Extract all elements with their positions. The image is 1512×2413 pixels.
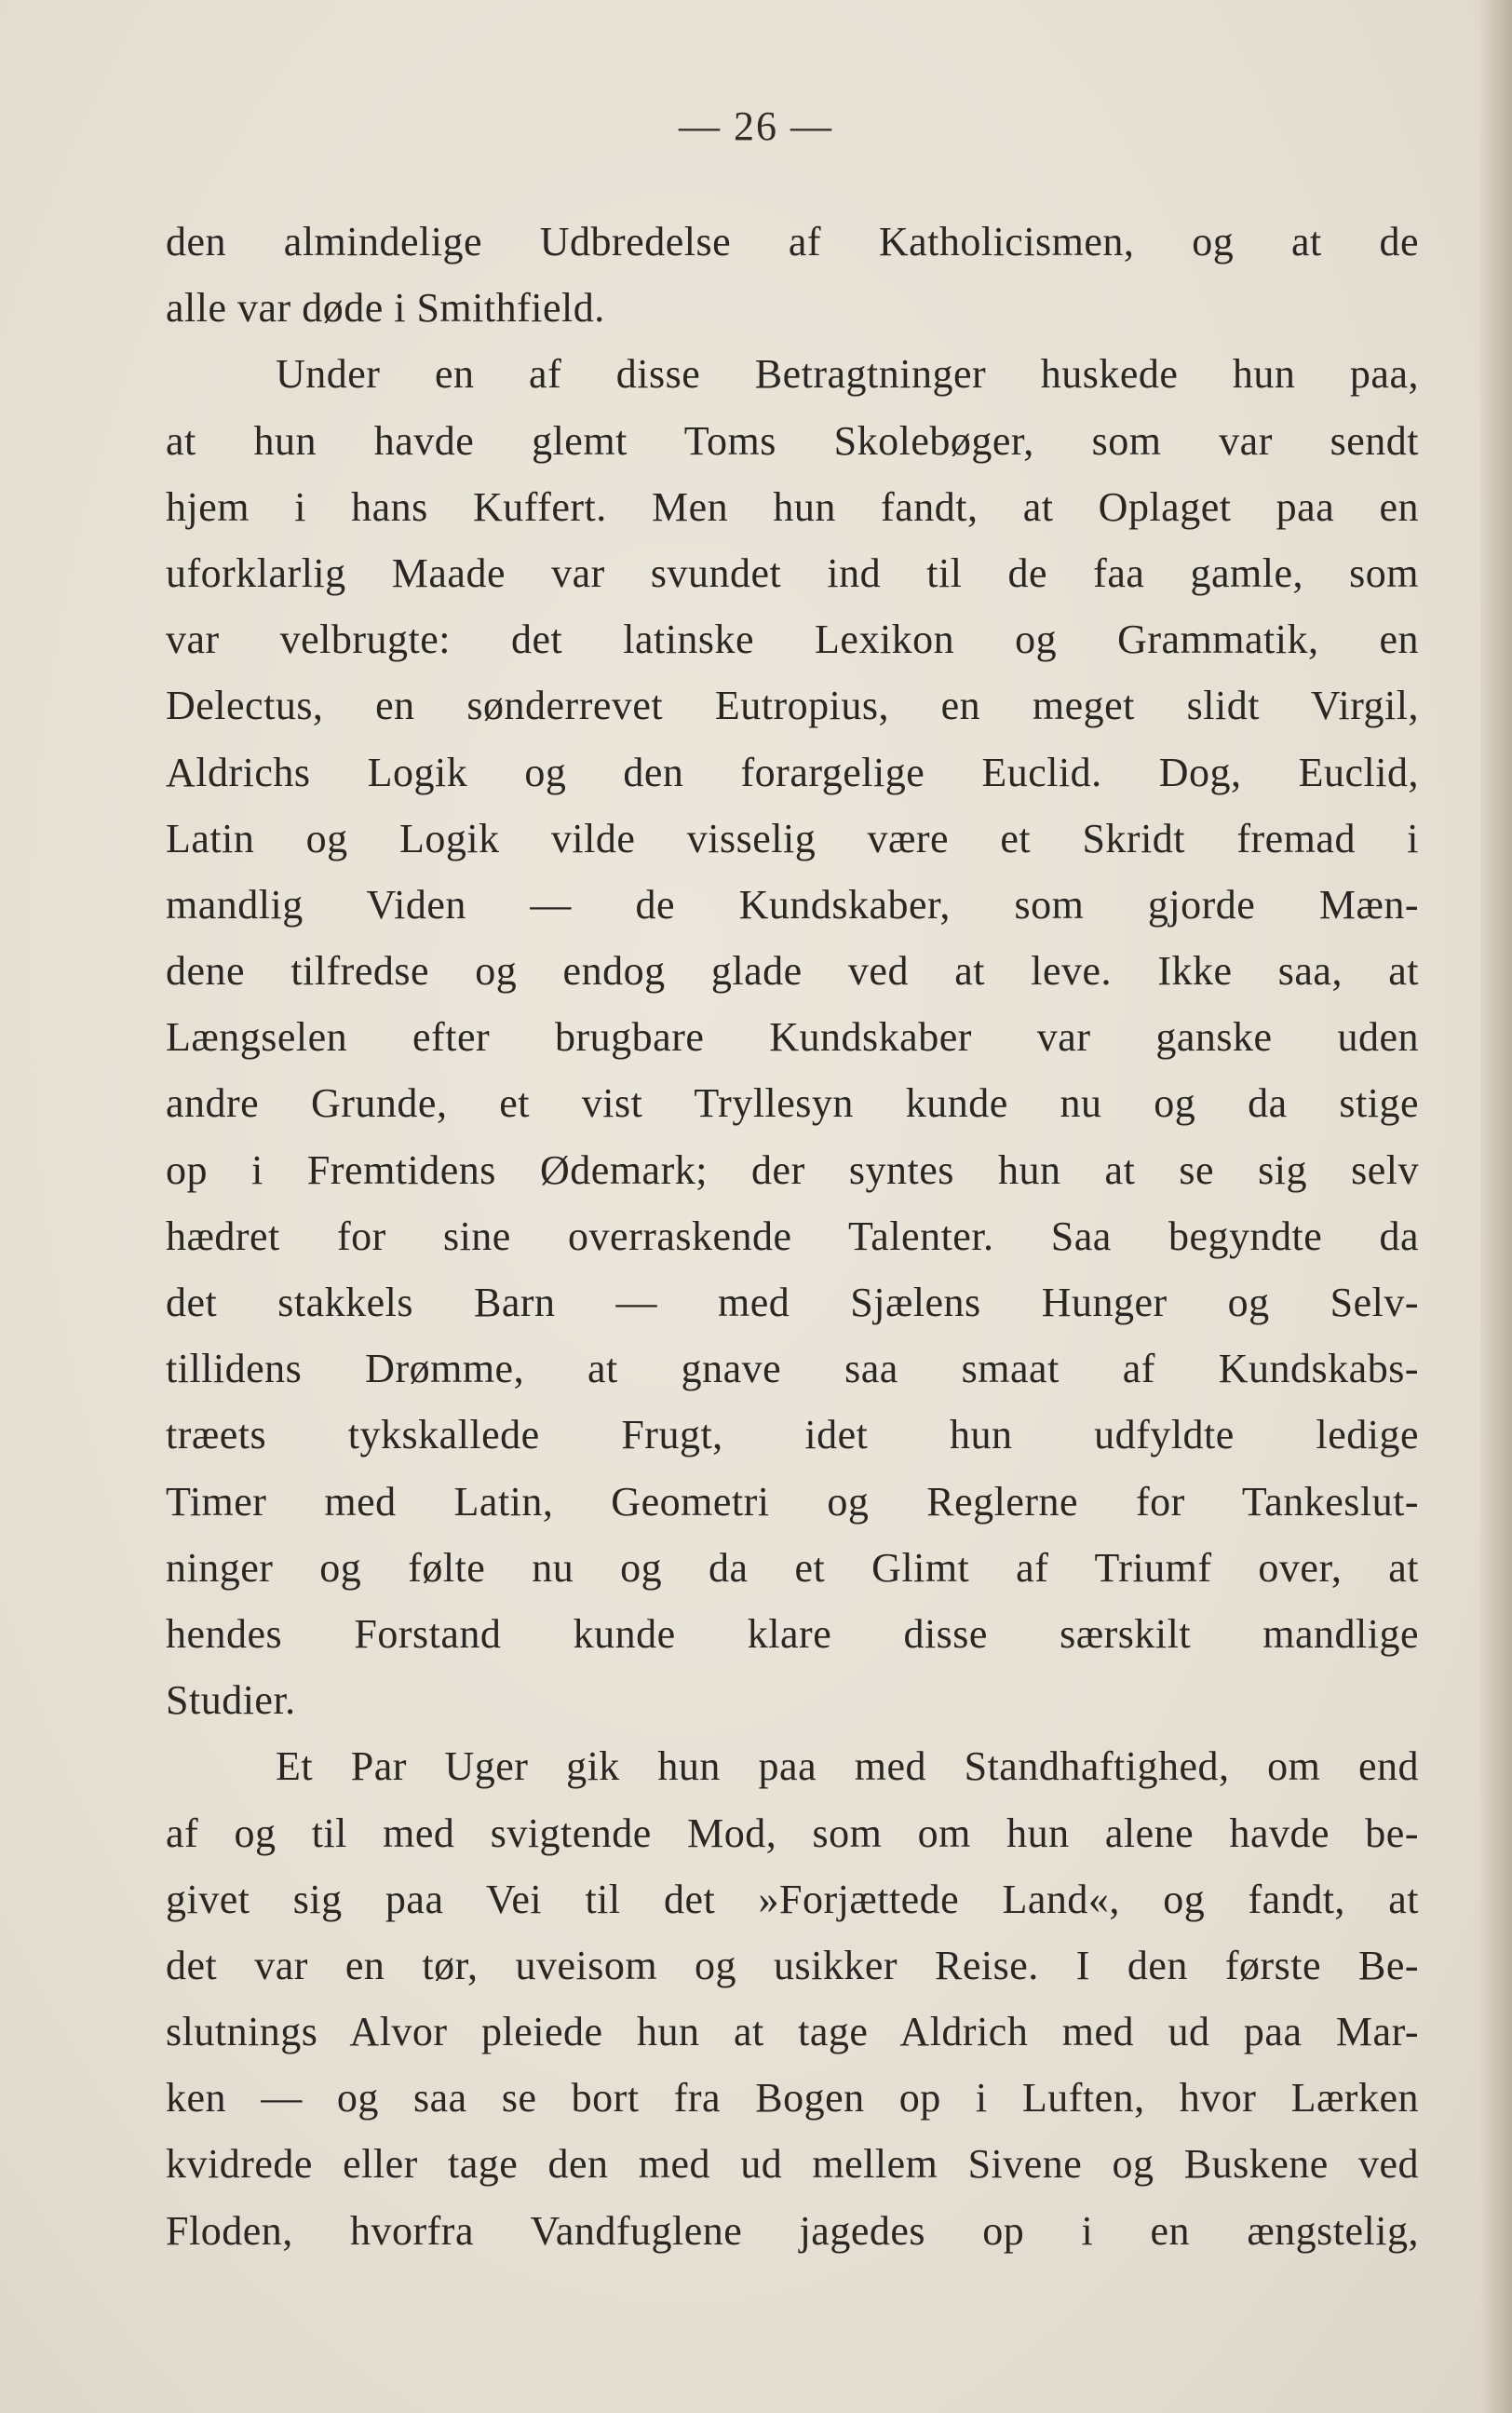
body-text: [166, 209, 1419, 2264]
text-line: hendes Forstand kunde klare disse særskilt mandlige: [166, 1610, 1419, 1657]
text-line: Under en af disse Betragtninger huskede hun paa,: [276, 351, 1419, 398]
text-line: mandlig Viden — de Kundskaber, som gjorde Mæn-: [166, 881, 1419, 928]
text-line: tillidens Drømme, at gnave saa smaat af Kundskabs-: [166, 1346, 1419, 1392]
text-line: af og til med svigtende Mod, som om hun alene havde be-: [166, 1810, 1419, 1856]
text-line: givet sig paa Vei til det »Forjættede Land«, og fandt, at: [166, 1876, 1419, 1922]
text-line: slutnings Alvor pleiede hun at tage Aldrich med ud paa Mar-: [166, 2009, 1419, 2055]
text-line: Længselen efter brugbare Kundskaber var ganske uden: [166, 1014, 1419, 1061]
text-line: var velbrugte: det latinske Lexikon og Grammatik, en: [166, 617, 1419, 663]
text-line: at hun havde glemt Toms Skolebøger, som var sendt: [166, 417, 1419, 464]
text-line: kvidrede eller tage den med ud mellem Sivene og Buskene ved: [166, 2141, 1419, 2188]
text-line: dene tilfredse og endog glade ved at leve. Ikke saa, at: [166, 948, 1419, 995]
text-line: Floden, hvorfra Vandfuglene jagedes op i en ængstelig,: [166, 2207, 1419, 2254]
text-line: træets tykskallede Frugt, idet hun udfyldte ledige: [166, 1412, 1419, 1458]
text-line: alle var døde i Smithfield.: [166, 285, 605, 332]
text-line: ninger og følte nu og da et Glimt af Triumf over, at: [166, 1544, 1419, 1591]
text-line: hædret for sine overraskende Talenter. Saa begyndte da: [166, 1213, 1419, 1259]
text-line: det var en tør, uveisom og usikker Reise. I den første Be-: [166, 1942, 1419, 1988]
text-line: Latin og Logik vilde visselig være et Skridt fremad i: [166, 815, 1419, 861]
text-line: det stakkels Barn — med Sjælens Hunger og Selv-: [166, 1280, 1419, 1325]
text-line: Et Par Uger gik hun paa med Standhaftighed, om end: [276, 1743, 1419, 1790]
text-line: hjem i hans Kuffert. Men hun fandt, at Oplaget paa en: [166, 483, 1419, 530]
page-edge: [1480, 0, 1512, 2413]
text-line: Delectus, en sønderrevet Eutropius, en meget slidt Virgil,: [166, 683, 1419, 729]
text-line: Aldrichs Logik og den forargelige Euclid. Dog, Euclid,: [166, 749, 1419, 795]
text-line: uforklarlig Maade var svundet ind til de faa gamle, som: [166, 549, 1419, 596]
text-line: den almindelige Udbredelse af Katholicismen, og at de: [166, 219, 1419, 264]
page-number: — 26 —: [679, 103, 833, 149]
text-line: Studier.: [166, 1677, 296, 1724]
text-line: andre Grunde, et vist Tryllesyn kunde nu og da stige: [166, 1080, 1419, 1127]
text-line: Timer med Latin, Geometri og Reglerne for Tankeslut-: [166, 1478, 1419, 1525]
text-line: op i Fremtidens Ødemark; der syntes hun at se sig selv: [166, 1146, 1419, 1193]
text-line: ken — og saa se bort fra Bogen op i Luften, hvor Lærken: [166, 2075, 1419, 2122]
